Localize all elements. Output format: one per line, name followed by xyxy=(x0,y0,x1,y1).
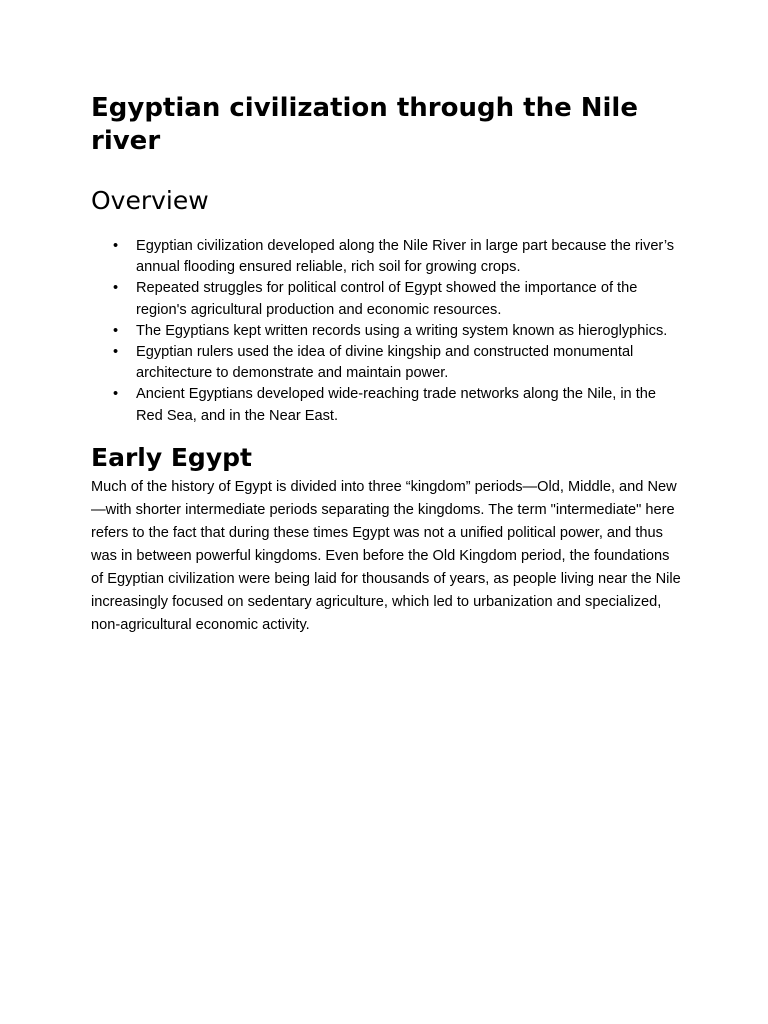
bullet-icon: • xyxy=(113,238,119,254)
document-page xyxy=(91,92,681,637)
overview-bullet-item xyxy=(113,321,681,342)
bullet-icon: • xyxy=(113,322,119,339)
early-egypt-paragraph: Much of the history of Egypt is divided into three “kingdom” periods—Old, Middle, and New—with shorter intermediate periods separating the kingdoms. The term "intermediate" here refers to the fact that during these times Egypt was not a unified political power, and thus was in between powerful kingdoms. Even before the Old Kingdom period, the foundations of Egyptian civilization were being laid for thousands of years, as people living near the Nile increasingly focused on sedentary agriculture, which led to urbanization and specialized, non-agricultural economic activity. xyxy=(91,478,681,633)
overview-bullet-text: The Egyptians kept written records using a writing system known as hieroglyphics. xyxy=(136,322,668,339)
overview-bullet-text: Repeated struggles for political control of Egypt showed the importance of the region's agricultural production and economic resources. xyxy=(136,280,638,318)
overview-heading: Overview xyxy=(91,186,209,215)
early-egypt-heading: Early Egypt xyxy=(91,442,252,472)
overview-bullet-list xyxy=(91,236,681,427)
overview-bullet-item xyxy=(113,384,681,426)
overview-bullet-text: Egyptian rulers used the idea of divine kingship and constructed monumental architecture to demonstrate and maintain power. xyxy=(136,344,634,382)
overview-bullet-text: Ancient Egyptians developed wide-reaching trade networks along the Nile, in the Red Sea, and in the Near East. xyxy=(136,386,657,424)
bullet-icon: • xyxy=(113,280,119,297)
bullet-icon: • xyxy=(113,386,119,403)
overview-bullet-item xyxy=(113,236,681,278)
document-title: Egyptian civilization through the Nile river xyxy=(91,93,638,156)
overview-bullet-text: Egyptian civilization developed along the Nile River in large part because the river’s annual flooding ensured reliable, rich soil for growing crops. xyxy=(136,238,675,276)
overview-bullet-item xyxy=(113,278,681,320)
bullet-icon: • xyxy=(113,344,119,361)
overview-bullet-item xyxy=(113,342,681,384)
